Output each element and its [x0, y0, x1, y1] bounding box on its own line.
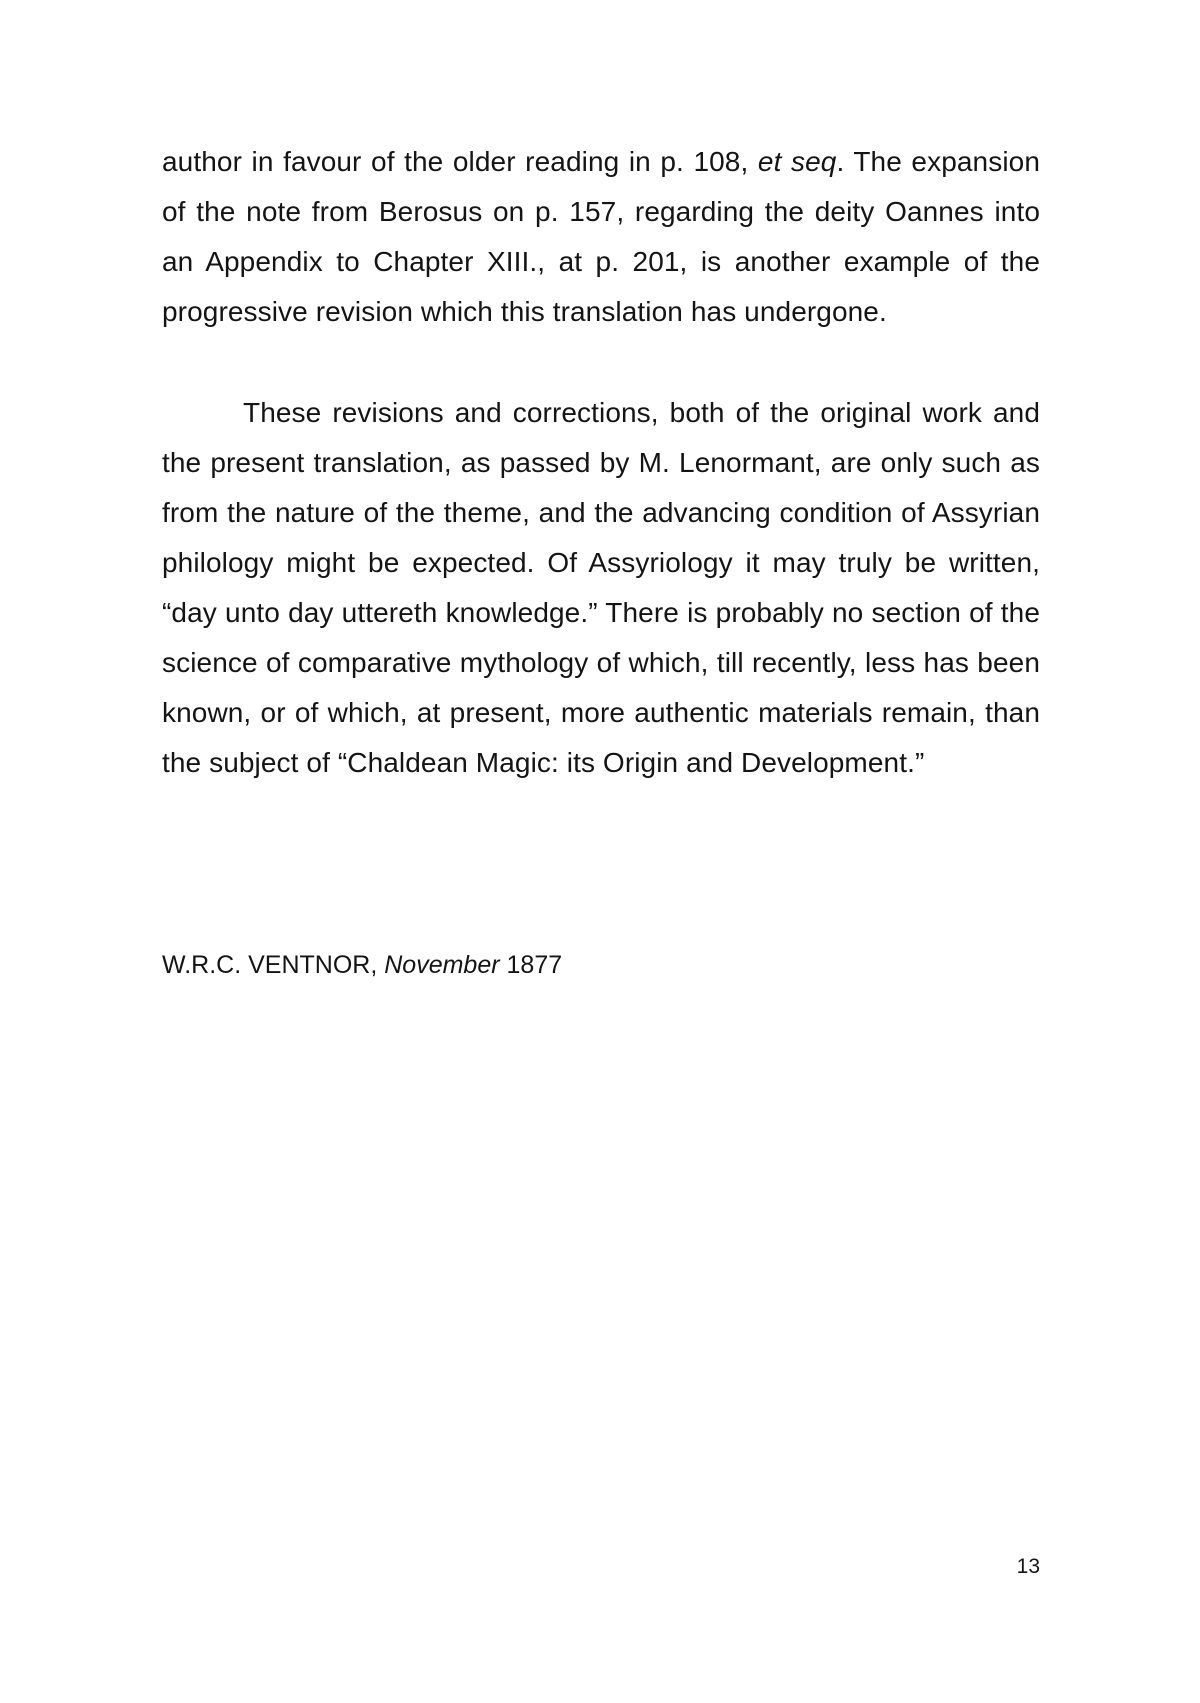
page-number: 13 [1016, 1555, 1040, 1578]
body-paragraph-2 [162, 388, 1040, 788]
paragraph-1-text-b: . The expansion of the note from Berosus on p. 157, regarding the deity Oannes into an Appendix to Chapter XIII., at p. 201, is another example of the progressive revision which this translation has undergone. [162, 146, 1040, 327]
paragraph-1-italic-et-seq: et seq [757, 146, 837, 177]
signature-year: 1877 [499, 951, 563, 979]
body-paragraph-1 [162, 137, 1040, 337]
paragraph-1-text-a: author in favour of the older reading in p. 108, [162, 146, 758, 177]
signature-author: W.R.C. VENTNOR, [162, 951, 385, 979]
paragraph-2-text: These revisions and corrections, both of the original work and the present translation, as passed by M. Lenormant, are only such as from the nature of the theme, and the advancing condition of Assyrian philology might be expected. Of Assyriology it may truly be written, “day unto day uttereth knowledge.” There is probably no section of the science of comparative mythology of which, till recently, less has been known, or of which, at present, more authentic materials remain, than the subject of “Chaldean Magic: its Origin and Development.” [162, 397, 1040, 778]
signature-line [162, 940, 562, 990]
signature-month: November [384, 951, 500, 979]
